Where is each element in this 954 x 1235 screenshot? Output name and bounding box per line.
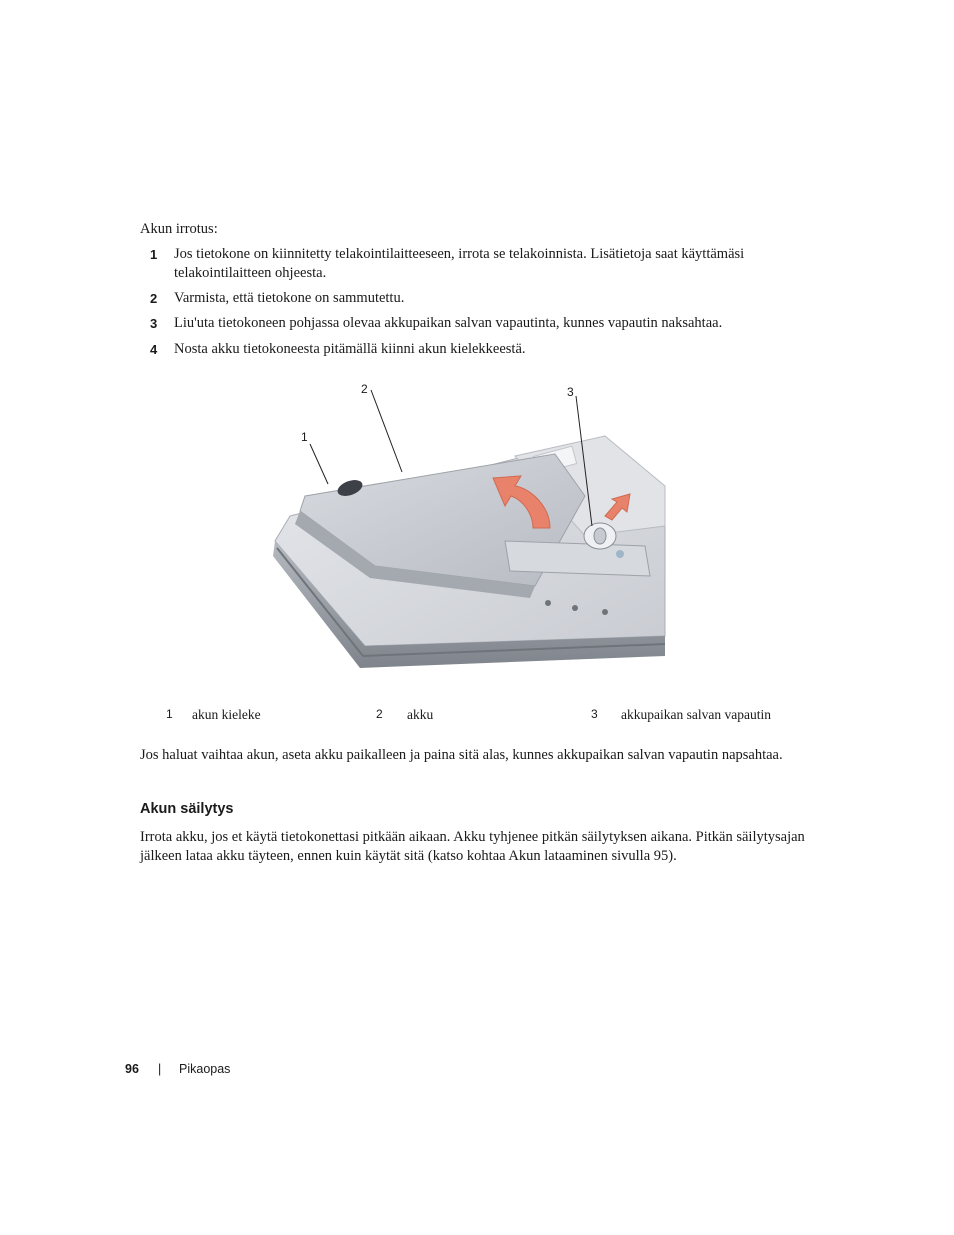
callout-2: 2 [361,382,368,396]
replace-battery-text: Jos haluat vaihtaa akun, aseta akku paikalleen ja paina sitä alas, kunnes akkupaikan salvan vapautin napsahtaa. [140,747,783,763]
battery-illustration [265,376,675,676]
step-text: Liu'uta tietokoneen pohjassa olevaa akkupaikan salvan vapautinta, kunnes vapautin naksahtaa. [174,315,723,331]
doc-title: Pikaopas [179,1062,231,1076]
step-number: 3 [150,316,158,331]
step-item [140,340,800,359]
step-number: 1 [150,247,158,262]
page-number: 96 [125,1062,139,1076]
legend-number: 2 [376,707,383,721]
callout-1: 1 [301,430,308,444]
legend-number: 1 [166,707,173,721]
legend-label: akkupaikan salvan vapautin [621,707,771,722]
step-number: 4 [150,342,158,357]
legend-label: akun kieleke [192,707,261,722]
step-item [140,289,800,308]
footer-separator: | [158,1062,162,1076]
step-text: Varmista, että tietokone on sammutettu. [174,290,405,306]
callout-3: 3 [567,385,574,399]
step-text: Nosta akku tietokoneesta pitämällä kiinni akun kielekkeestä. [174,341,526,357]
section-heading: Akun säilytys [140,801,234,817]
intro-text: Akun irrotus: [140,221,218,237]
step-text: Jos tietokone on kiinnitetty telakointilaitteeseen, irrota se telakoinnista. Lisätietoja saat käyttämäsi telakointilaitteen ohjeesta. [174,246,745,281]
step-item [140,245,800,283]
battery-removal-figure [265,376,675,676]
legend-number: 3 [591,707,598,721]
step-number: 2 [150,291,158,306]
step-item [140,314,800,333]
section-body: Irrota akku, jos et käytä tietokonettasi pitkään aikaan. Akku tyhjenee pitkän säilytyksen aikana. Pitkän säilytysajan jälkeen lataa akku täyteen, ennen kuin käytät sitä (katso kohtaa Akun lataaminen sivulla 95). [140,829,805,864]
legend-label: akku [407,707,434,722]
